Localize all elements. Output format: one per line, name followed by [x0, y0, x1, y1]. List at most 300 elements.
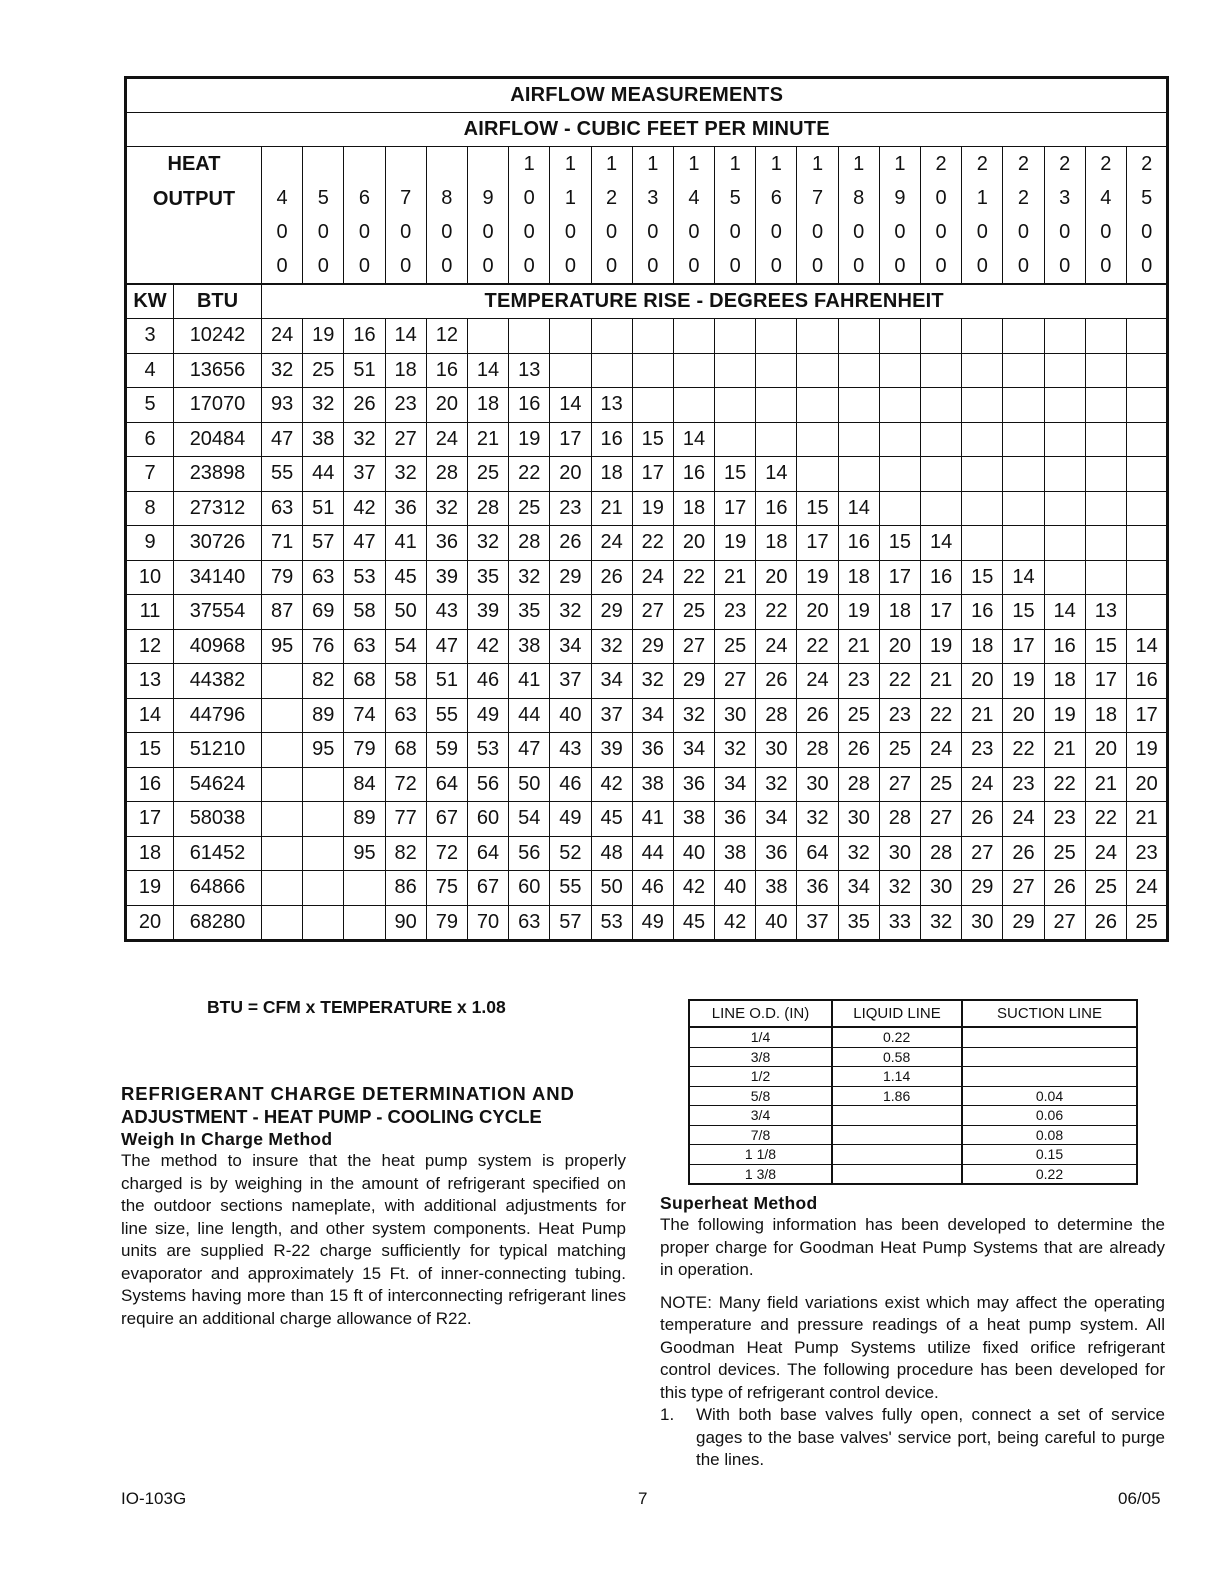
temp-rise-cell: 40	[673, 836, 714, 871]
temp-rise-cell: 50	[509, 767, 550, 802]
temp-rise-cell: 25	[467, 457, 508, 492]
btu-cell: 44382	[174, 664, 262, 699]
temp-rise-cell: 42	[344, 491, 385, 526]
temp-rise-cell	[344, 871, 385, 906]
temp-rise-cell: 58	[344, 595, 385, 630]
temp-rise-cell: 14	[673, 422, 714, 457]
temp-rise-cell	[715, 353, 756, 388]
temp-rise-cell: 22	[1085, 802, 1126, 837]
temp-rise-cell: 18	[756, 526, 797, 561]
temp-rise-cell: 24	[1126, 871, 1167, 906]
cfm-digit-cell: 0	[1003, 215, 1044, 249]
cfm-digit-cell: 0	[797, 249, 838, 284]
temp-rise-cell: 16	[962, 595, 1003, 630]
liquid-line-cell: 0.22	[832, 1027, 962, 1047]
temp-rise-cell: 49	[550, 802, 591, 837]
temp-rise-cell: 15	[797, 491, 838, 526]
temp-rise-cell: 38	[715, 836, 756, 871]
btu-cell: 30726	[174, 526, 262, 561]
temp-rise-cell: 23	[715, 595, 756, 630]
temp-rise-cell: 36	[715, 802, 756, 837]
temp-rise-cell: 75	[426, 871, 467, 906]
temp-rise-cell: 79	[262, 560, 303, 595]
line-table-row	[689, 1086, 1137, 1106]
temp-rise-cell: 41	[385, 526, 426, 561]
suction-line-cell	[962, 1027, 1137, 1047]
temp-rise-cell: 38	[303, 422, 344, 457]
cfm-digit-cell: 3	[632, 181, 673, 215]
temp-rise-cell: 32	[426, 491, 467, 526]
temp-rise-cell: 67	[426, 802, 467, 837]
temp-rise-cell: 34	[715, 767, 756, 802]
suction-line-cell	[962, 1047, 1137, 1067]
temp-rise-cell	[756, 319, 797, 354]
temp-rise-cell: 38	[673, 802, 714, 837]
temp-rise-cell	[1085, 560, 1126, 595]
temp-rise-cell: 47	[426, 629, 467, 664]
temp-rise-cell: 32	[467, 526, 508, 561]
line-table-row	[689, 1125, 1137, 1145]
temp-rise-cell	[591, 319, 632, 354]
temp-rise-cell: 64	[797, 836, 838, 871]
temp-rise-cell: 60	[509, 871, 550, 906]
temp-rise-cell: 32	[591, 629, 632, 664]
temp-rise-cell: 34	[838, 871, 879, 906]
temp-rise-cell: 36	[673, 767, 714, 802]
temp-rise-cell: 23	[385, 388, 426, 423]
line-od-cell: 3/4	[689, 1106, 832, 1126]
liquid-line-cell: 1.14	[832, 1067, 962, 1087]
temp-rise-cell	[797, 422, 838, 457]
temp-rise-cell: 34	[673, 733, 714, 768]
temp-rise-cell: 20	[673, 526, 714, 561]
liquid-line-cell	[832, 1145, 962, 1165]
temp-rise-cell: 27	[1003, 871, 1044, 906]
temp-rise-cell: 35	[509, 595, 550, 630]
temp-rise-cell: 71	[262, 526, 303, 561]
temp-rise-cell	[591, 353, 632, 388]
temp-rise-cell: 17	[1085, 664, 1126, 699]
temp-rise-cell: 32	[879, 871, 920, 906]
temp-rise-cell: 36	[756, 836, 797, 871]
temp-rise-cell: 43	[426, 595, 467, 630]
temp-rise-cell: 24	[1003, 802, 1044, 837]
temp-rise-cell: 79	[344, 733, 385, 768]
temp-rise-cell: 32	[385, 457, 426, 492]
table-subtitle-row	[126, 113, 1168, 147]
btu-cell: 58038	[174, 802, 262, 837]
table-row	[126, 491, 1168, 526]
kw-cell: 17	[126, 802, 174, 837]
temp-rise-cell: 36	[385, 491, 426, 526]
temp-rise-cell	[879, 457, 920, 492]
cfm-digit-cell: 0	[550, 215, 591, 249]
cfm-digit-cell: 0	[509, 181, 550, 215]
temp-rise-cell: 14	[921, 526, 962, 561]
line-od-cell: 5/8	[689, 1086, 832, 1106]
temp-rise-cell: 40	[756, 905, 797, 941]
temp-rise-cell: 24	[962, 767, 1003, 802]
cfm-digit-row	[126, 215, 1168, 249]
table-row	[126, 629, 1168, 664]
temp-rise-cell: 21	[715, 560, 756, 595]
temp-rise-cell: 20	[1126, 767, 1167, 802]
temp-rise-cell: 29	[632, 629, 673, 664]
temp-rise-cell	[921, 353, 962, 388]
temp-rise-cell: 25	[509, 491, 550, 526]
temp-rise-cell: 89	[303, 698, 344, 733]
temp-rise-cell: 21	[1126, 802, 1167, 837]
temp-rise-cell: 35	[838, 905, 879, 941]
temp-rise-cell: 89	[344, 802, 385, 837]
temp-rise-cell: 20	[550, 457, 591, 492]
temp-rise-cell: 53	[344, 560, 385, 595]
temp-rise-cell: 28	[921, 836, 962, 871]
table-title: AIRFLOW MEASUREMENTS	[126, 78, 1168, 113]
cfm-digit-cell: 0	[509, 215, 550, 249]
temp-rise-cell: 24	[262, 319, 303, 354]
temp-rise-cell: 67	[467, 871, 508, 906]
cfm-digit-cell: 0	[591, 215, 632, 249]
temp-rise-cell	[879, 353, 920, 388]
cfm-digit-cell: 0	[344, 215, 385, 249]
cfm-digit-cell: 0	[467, 215, 508, 249]
liquid-line-header: LIQUID LINE	[832, 1000, 962, 1027]
temp-rise-cell: 63	[509, 905, 550, 941]
temp-rise-cell: 14	[1126, 629, 1167, 664]
temp-rise-cell: 24	[591, 526, 632, 561]
cfm-digit-cell: 2	[1003, 181, 1044, 215]
cfm-digit-cell: 1	[550, 181, 591, 215]
kw-header: KW	[126, 284, 174, 319]
btu-cell: 17070	[174, 388, 262, 423]
liquid-line-cell	[832, 1106, 962, 1126]
temp-rise-cell	[1044, 319, 1085, 354]
temp-rise-cell: 32	[509, 560, 550, 595]
suction-line-cell: 0.04	[962, 1086, 1137, 1106]
temp-rise-cell: 68	[385, 733, 426, 768]
temp-rise-cell: 90	[385, 905, 426, 941]
cfm-digit-cell: 0	[879, 215, 920, 249]
suction-line-header: SUCTION LINE	[962, 1000, 1137, 1027]
temp-rise-cell: 56	[509, 836, 550, 871]
temp-rise-cell: 48	[591, 836, 632, 871]
temp-rise-cell: 29	[1003, 905, 1044, 941]
temp-rise-cell: 49	[632, 905, 673, 941]
temp-rise-cell	[962, 491, 1003, 526]
temp-rise-cell: 19	[1003, 664, 1044, 699]
temp-rise-cell: 56	[467, 767, 508, 802]
temp-rise-cell: 19	[509, 422, 550, 457]
temp-rise-cell: 39	[426, 560, 467, 595]
table-row	[126, 388, 1168, 423]
temp-rise-cell: 21	[1085, 767, 1126, 802]
cfm-digit-cell: 3	[1044, 181, 1085, 215]
temp-rise-cell: 50	[385, 595, 426, 630]
temp-rise-cell: 28	[879, 802, 920, 837]
kw-cell: 19	[126, 871, 174, 906]
cfm-digit-cell: 4	[262, 181, 303, 215]
temp-rise-cell: 24	[1085, 836, 1126, 871]
temp-rise-cell	[962, 422, 1003, 457]
temp-rise-cell: 69	[303, 595, 344, 630]
temp-rise-cell: 19	[632, 491, 673, 526]
liquid-line-cell	[832, 1125, 962, 1145]
temp-rise-cell: 20	[797, 595, 838, 630]
temp-rise-cell: 26	[344, 388, 385, 423]
temp-rise-cell	[1044, 388, 1085, 423]
cfm-digit-cell: 0	[262, 215, 303, 249]
liquid-line-cell: 1.86	[832, 1086, 962, 1106]
temp-rise-cell: 26	[591, 560, 632, 595]
temp-rise-cell: 28	[467, 491, 508, 526]
temp-rise-cell: 42	[715, 905, 756, 941]
temp-rise-cell	[673, 319, 714, 354]
cfm-digit-cell: 0	[303, 249, 344, 284]
step-number: 1.	[660, 1405, 675, 1424]
cfm-digit-row	[126, 249, 1168, 284]
temp-rise-cell	[1003, 422, 1044, 457]
cfm-digit-cell: 2	[1003, 147, 1044, 182]
temp-rise-cell: 32	[262, 353, 303, 388]
temp-rise-cell: 19	[1044, 698, 1085, 733]
temp-rise-cell: 26	[1003, 836, 1044, 871]
temp-rise-cell: 21	[591, 491, 632, 526]
cfm-digit-cell: 9	[879, 181, 920, 215]
temp-rise-cell: 30	[921, 871, 962, 906]
temp-rise-cell: 43	[550, 733, 591, 768]
cfm-digit-cell: 6	[344, 181, 385, 215]
temp-rise-cell: 72	[426, 836, 467, 871]
table-row	[126, 457, 1168, 492]
temp-rise-cell: 15	[1085, 629, 1126, 664]
cfm-digit-cell: 0	[509, 249, 550, 284]
temp-rise-cell: 54	[509, 802, 550, 837]
kw-cell: 11	[126, 595, 174, 630]
temp-rise-cell: 16	[673, 457, 714, 492]
temp-rise-cell	[1085, 526, 1126, 561]
temp-rise-cell: 34	[591, 664, 632, 699]
temp-rise-cell: 18	[838, 560, 879, 595]
cfm-digit-cell: 9	[467, 181, 508, 215]
temp-rise-cell: 22	[1044, 767, 1085, 802]
temp-rise-cell: 86	[385, 871, 426, 906]
cfm-digit-cell: 2	[962, 147, 1003, 182]
temp-rise-cell: 29	[962, 871, 1003, 906]
temp-rise-cell	[303, 836, 344, 871]
temp-rise-cell: 22	[879, 664, 920, 699]
temp-rise-cell: 24	[632, 560, 673, 595]
footer-page-number: 7	[638, 1489, 648, 1508]
temp-rise-cell: 23	[550, 491, 591, 526]
temp-rise-cell	[1044, 457, 1085, 492]
temp-rise-cell: 63	[262, 491, 303, 526]
temp-rise-cell	[921, 319, 962, 354]
temp-rise-cell: 93	[262, 388, 303, 423]
temp-rise-cell: 39	[467, 595, 508, 630]
temp-rise-cell	[1003, 388, 1044, 423]
temp-rise-cell: 76	[303, 629, 344, 664]
temp-rise-cell: 25	[1085, 871, 1126, 906]
line-od-cell: 1 3/8	[689, 1164, 832, 1184]
temp-rise-cell	[756, 422, 797, 457]
step-1	[660, 1404, 1165, 1472]
temp-rise-cell: 23	[1126, 836, 1167, 871]
temp-rise-cell: 16	[1126, 664, 1167, 699]
temp-rise-cell	[467, 319, 508, 354]
temp-rise-cell	[1003, 353, 1044, 388]
kw-cell: 9	[126, 526, 174, 561]
temp-rise-cell	[921, 457, 962, 492]
temp-rise-cell: 63	[303, 560, 344, 595]
temp-rise-cell	[1126, 526, 1167, 561]
temp-rise-cell: 36	[797, 871, 838, 906]
temp-rise-cell: 28	[797, 733, 838, 768]
temp-rise-cell: 18	[591, 457, 632, 492]
temp-rise-cell	[797, 388, 838, 423]
temp-rise-cell	[921, 388, 962, 423]
temp-rise-cell	[1044, 491, 1085, 526]
cfm-digit-cell: 8	[426, 181, 467, 215]
table-row	[126, 836, 1168, 871]
superheat-note: NOTE: Many field variations exist which may affect the operating temperature and pressure readings of a heat pump system. All Goodman Heat Pump Systems utilize fixed orifice refrigerant control devices. The following procedure has been developed for this type of refrigerant control device.	[660, 1292, 1165, 1402]
table-row	[126, 595, 1168, 630]
temp-rise-cell: 13	[1085, 595, 1126, 630]
temp-rise-cell: 22	[1003, 733, 1044, 768]
temp-rise-cell: 32	[921, 905, 962, 941]
temp-rise-cell: 46	[467, 664, 508, 699]
temp-rise-cell: 24	[756, 629, 797, 664]
table-subtitle: AIRFLOW - CUBIC FEET PER MINUTE	[126, 113, 1168, 147]
temp-rise-cell: 72	[385, 767, 426, 802]
temp-rise-cell	[1044, 422, 1085, 457]
temp-rise-cell: 21	[838, 629, 879, 664]
line-od-cell: 1/2	[689, 1067, 832, 1087]
temp-rise-cell	[1085, 491, 1126, 526]
temp-rise-cell: 27	[879, 767, 920, 802]
table-row	[126, 353, 1168, 388]
btu-cell: 64866	[174, 871, 262, 906]
cfm-digit-cell: 0	[1126, 249, 1167, 284]
temp-rise-cell: 19	[715, 526, 756, 561]
temp-rise-cell	[1085, 319, 1126, 354]
temp-rise-cell	[303, 767, 344, 802]
table-row	[126, 560, 1168, 595]
btu-cell: 40968	[174, 629, 262, 664]
suction-line-cell: 0.15	[962, 1145, 1137, 1165]
temp-rise-cell: 19	[797, 560, 838, 595]
cfm-digit-cell	[344, 147, 385, 182]
temp-rise-cell: 55	[550, 871, 591, 906]
temp-rise-cell: 42	[673, 871, 714, 906]
temp-rise-cell: 39	[591, 733, 632, 768]
cfm-digit-cell: 0	[1044, 249, 1085, 284]
line-od-cell: 3/8	[689, 1047, 832, 1067]
temp-rise-cell: 14	[1044, 595, 1085, 630]
temp-rise-cell	[262, 836, 303, 871]
table-title-row	[126, 78, 1168, 113]
temp-rise-cell: 52	[550, 836, 591, 871]
temp-rise-cell: 95	[262, 629, 303, 664]
temp-rise-cell	[1044, 526, 1085, 561]
temp-rise-cell: 70	[467, 905, 508, 941]
cfm-digit-cell: 2	[1126, 147, 1167, 182]
suction-line-cell: 0.06	[962, 1106, 1137, 1126]
cfm-digit-cell: 0	[385, 249, 426, 284]
temp-rise-cell: 32	[344, 422, 385, 457]
temp-rise-cell	[632, 388, 673, 423]
cfm-digit-cell: 2	[1085, 147, 1126, 182]
superheat-section	[660, 1192, 1165, 1472]
table-row	[126, 698, 1168, 733]
temp-rise-cell: 20	[1085, 733, 1126, 768]
temp-rise-cell: 38	[632, 767, 673, 802]
temp-rise-cell	[1044, 560, 1085, 595]
temp-rise-cell	[879, 491, 920, 526]
temp-rise-cell: 34	[756, 802, 797, 837]
cfm-digit-cell: 1	[509, 147, 550, 182]
temp-rise-cell: 47	[509, 733, 550, 768]
temp-rise-cell: 64	[467, 836, 508, 871]
temp-rise-cell	[797, 457, 838, 492]
temp-rise-cell: 26	[1044, 871, 1085, 906]
temp-rise-cell: 30	[756, 733, 797, 768]
temp-rise-cell: 22	[921, 698, 962, 733]
temp-rise-cell: 13	[509, 353, 550, 388]
temp-rise-cell: 46	[632, 871, 673, 906]
temperature-rise-header: TEMPERATURE RISE - DEGREES FAHRENHEIT	[262, 284, 1168, 319]
temp-rise-cell	[262, 733, 303, 768]
cfm-digit-cell: 0	[591, 249, 632, 284]
temp-rise-cell: 17	[1003, 629, 1044, 664]
cfm-digit-cell: 1	[632, 147, 673, 182]
cfm-digit-cell: 0	[838, 215, 879, 249]
temp-rise-cell	[303, 802, 344, 837]
temp-rise-cell	[550, 319, 591, 354]
cfm-digit-cell: 0	[921, 249, 962, 284]
temp-rise-cell: 41	[632, 802, 673, 837]
temp-rise-cell	[1085, 388, 1126, 423]
temp-rise-cell: 18	[673, 491, 714, 526]
kw-cell: 5	[126, 388, 174, 423]
temp-rise-cell	[262, 664, 303, 699]
temp-rise-cell: 21	[467, 422, 508, 457]
temp-rise-cell: 84	[344, 767, 385, 802]
cfm-digit-cell: 0	[838, 249, 879, 284]
weigh-in-title: Weigh In Charge Method	[121, 1129, 333, 1149]
temp-rise-cell: 64	[426, 767, 467, 802]
kw-cell: 4	[126, 353, 174, 388]
footer-date: 06/05	[1118, 1489, 1161, 1508]
kw-cell: 15	[126, 733, 174, 768]
temp-rise-cell: 58	[385, 664, 426, 699]
cfm-digit-cell: 1	[838, 147, 879, 182]
table-row	[126, 422, 1168, 457]
temp-rise-cell: 20	[756, 560, 797, 595]
btu-cell: 68280	[174, 905, 262, 941]
cfm-digit-row	[126, 147, 1168, 182]
temp-rise-cell: 14	[756, 457, 797, 492]
temp-rise-cell	[962, 353, 1003, 388]
temp-rise-cell: 45	[591, 802, 632, 837]
temp-rise-cell: 18	[467, 388, 508, 423]
temp-rise-cell: 27	[921, 802, 962, 837]
temp-rise-cell: 16	[838, 526, 879, 561]
liquid-line-cell	[832, 1164, 962, 1184]
temp-rise-cell: 34	[550, 629, 591, 664]
cfm-digit-cell	[262, 147, 303, 182]
line-table-row	[689, 1145, 1137, 1165]
